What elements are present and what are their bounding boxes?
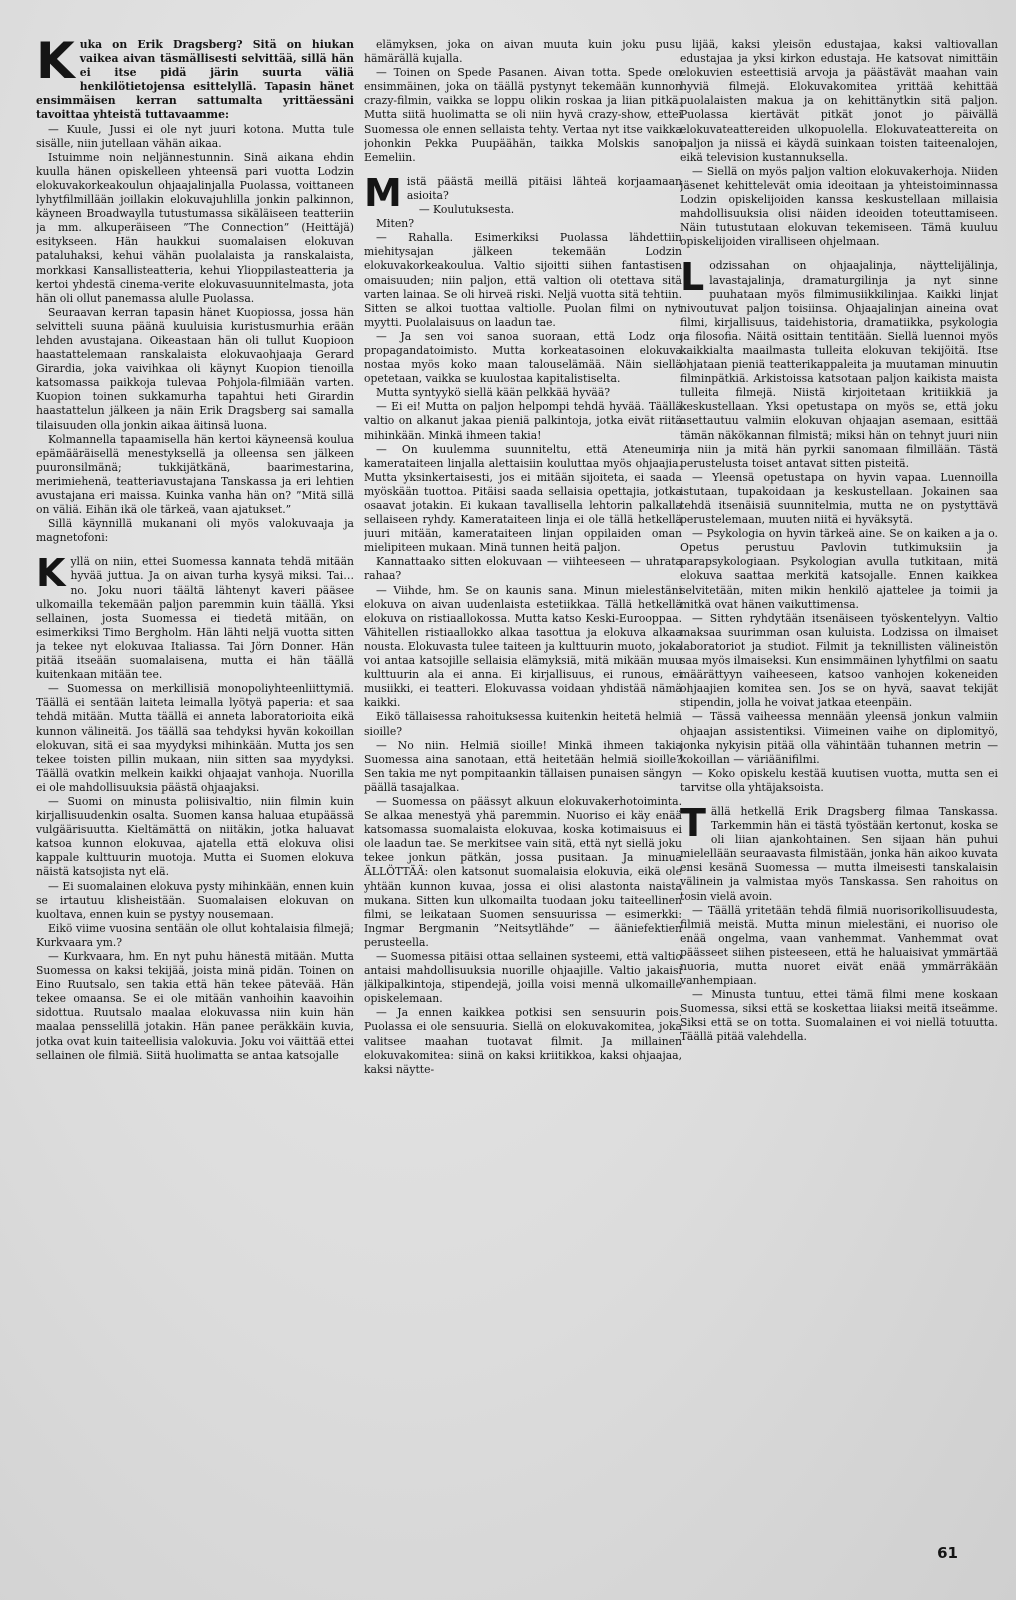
paragraph: — Suomessa on merkillisiä monopoliyhteenliittymiä. Täällä ei sentään laiteta leimalla lyötyä paperia: et saa tehdä mitään. Mutta täällä ei anneta laboratorioita eikä kunnon välineitä. Jos täällä saa tehdyksi hyvän kokoillan elokuvan, sitä ei saa myydyksi mihinkään. Mutta jos sen tekee toisten pillin mukaan, niin sitten saa myydyksi. Täällä ovatkin melkein kaikki ohjaajat vanhoja. Nuorilla ei ole mahdollisuuksia päästä ohjaajaksi. — [36, 682, 354, 794]
paragraph: — Ja ennen kaikkea potkisi sen sensuurin pois. Puolassa ei ole sensuuria. Siellä on elokuvakomitea, joka valitsee maahan tuotavat filmit. Ja millainen elokuvakomitea: siinä on kaksi kriitikkoa, kaksi ohjaajaa, kaksi näytte- — [364, 1006, 682, 1076]
paragraph: — Siellä on myös paljon valtion elokuvakerhoja. Niiden jäsenet kehittelevät omia ideoitaan ja yhteistoiminnassa Lodzin opiskelijoiden kanssa keskustellaan millaisia mahdollisuuksia olisi näiden ideoiden toteuttamiseen. Näin tutustutaan elokuvan tekemiseen. Tämä kuuluu opiskelijoiden viralliseen ohjelmaan. — [680, 164, 998, 249]
section-paragraph: Tällä hetkellä Erik Dragsberg filmaa Tanskassa. Tarkemmin hän ei tästä työstään kertonut, koska se oli liian ajankohtainen. Sen sijaan hän puhui mielellään seuraavasta filmistään, jonka hän aikoo kuvata ensi kesänä Suomessa — mutta ilmeisesti tanskalaisin välinein ja valmistaa myös Tanskassa. Sen rahoitus on tosin vielä avoin. — [680, 800, 998, 903]
drop-cap: L — [680, 255, 705, 300]
intro-paragraph: Kuka on Erik Dragsberg? Sitä on hiukan vaikea aivan täsmällisesti selvittää, sillä hän ei itse pidä järin suurta väliä henkilötietojensa esittelyllä. Tapasin hänet ensimmäisen kerran sattumalta yrittäessäni tavoittaa yhteistä tuttavaamme: — [36, 38, 354, 122]
paragraph: — Koulutuksesta. — [418, 203, 515, 217]
paragraph: Mutta syntyykö siellä kään pelkkää hyvää? — [376, 386, 611, 400]
paragraph: — Psykologia on hyvin tärkeä aine. Se on kaiken a ja o. Opetus perustuu Pavlovin tutkimuksiin ja parapsykologiaan. Psykologian avulla tutkitaan, mitä elokuva saattaa merkitä katsojalle. Ennen kaikkea selvitetään, miten mikin henkilö ajattelee ja toimii ja mitkä ovat hänen vaikuttimensa. — [680, 527, 998, 611]
paragraph: — Suomessa pitäisi ottaa sellainen systeemi, että valtio antaisi mahdollisuuksia nuorille ohjaajille. Valtio jakaisi jälkipalkintoja, stipendejä, joilla voisi mennä ulkomaille opiskelemaan. — [364, 950, 682, 1006]
paragraph: — Yleensä opetustapa on hyvin vapaa. Luennoilla istutaan, tupakoidaan ja keskustellaan. Jokainen saa tehdä itsenäisiä suunnitelmia, mutta ne on pystyttävä perustelemaan, muuten niitä ei hyväksytä. — [680, 470, 998, 527]
article-column-2 — [364, 38, 682, 1546]
paragraph: Istuimme noin neljännestunnin. Sinä aikana ehdin kuulla hänen opiskelleen yhteensä pari vuotta Lodzin elokuvakorkeakoulun ohjaajalinjalla Puolassa, voittaneen lyhytfilmillään joillakin elokuvajuhlilla jonkin palkinnon, käyneen Broadwaylla tutustumassa sikäläiseen teatteriin ja mm. alkuperäiseen ”The Connection” (Heittäjä) esitykseen. Hän haukkui suomalaisen elokuvan pataluhaksi, kehui vähän puolalaista ja ranskalaista, morkkasi Kansallisteatteria, kehui Ylioppilasteatteria ja kertoi yhdestä cinema-verite elokuvasuunnitelmasta, jota hän oli ollut panemassa alulle Puolassa. — [36, 150, 354, 305]
paragraph: — Kuule, Jussi ei ole nyt juuri kotona. Mutta tule sisälle, niin jutellaan vähän aikaa. — [36, 122, 354, 150]
paragraph: Eikö viime vuosina sentään ole ollut kohtalaisia filmejä; Kurkvaara ym.? — [36, 921, 354, 949]
paragraph: — Viihde, hm. Se on kaunis sana. Minun mielestäni elokuva on aivan uudenlaista estetiikkaa. Tällä hetkellä elokuva on ristiaallokossa. Mutta katso Keski-Eurooppaa. Vähitellen ristiaallokko alkaa tasottua ja elokuva alkaa nousta. Elokuvasta tulee taiteen ja kulttuurin muoto, joka voi antaa katsojille sellaisia elämyksiä, mitä mikään muu kulttuurin ala ei anna. Ei kirjallisuus, ei runous, ei musiikki, ei teatteri. Elokuvassa voidaan yhdistää nämä kaikki. — [364, 583, 682, 710]
drop-cap: T — [680, 800, 706, 845]
paragraph: Eikö tällaisessa rahoituksessa kuitenkin heitetä helmiä sioille? — [364, 710, 682, 738]
paragraph: elämyksen, joka on aivan muuta kuin joku pusu hämärällä kujalla. — [364, 38, 682, 66]
drop-cap: M — [364, 170, 402, 215]
paragraph: — No niin. Helmiä sioille! Minkä ihmeen takia Suomessa aina sanotaan, että heitetään helmiä sioille? Sen takia me nyt pompitaankin tällaisen punaisen sängyn päällä tasajalkaa. — [364, 738, 682, 794]
paragraph: — Tässä vaiheessa mennään yleensä jonkun valmiin ohjaajan assistentiksi. Viimeinen vaihe on diplomityö, jonka nykyisin pitää olla vähintään tuhannen metrin — kokoillan — väriäänifilmi. — [680, 710, 998, 766]
paragraph: — On kuulemma suunniteltu, että Ateneumin kamerataiteen linjalla alettaisiin kouluttaa myös ohjaajia. Mutta yksinkertaisesti, jos ei mitään sijoiteta, ei saada myöskään tuottoa. Pitäisi saada sellaisia opettajia, jotka osaavat jotakin. Ei kukaan tavallisella lehtorin palkalla sellaiseen ryhdy. Kamerataiteen linja ei ole tällä hetkellä juuri mitään, kamerataiteen linjan oppilaiden oman mielipiteen mukaan. Minä tunnen heitä paljon. — [364, 442, 682, 555]
paragraph: — Suomessa on päässyt alkuun elokuvakerhotoiminta. Se alkaa menestyä yhä paremmin. Nuoriso ei käy enää katsomassa suomalaista elokuvaa, koska kotimaisuus ei ole laadun tae. Se merkitsee vain sitä, että nyt siellä joku tekee jonkun pätkän, jossa pusitaan. Ja minua ÄLLÖTTÄÄ: olen katsonut suomalaisia elokuvia, eikä ole yhtään kunnon kuvaa, jossa ei olisi alastonta naista mukana. Sitten kun ulkomailta tuodaan joku taiteellinen filmi, se leikataan Suomen sensuurissa — esimerkki: Ingmar Bergmanin ”Neitsytlähde” — ääniefektien perusteella. — [364, 794, 682, 949]
paragraph: Kannattaako sitten elokuvaan — viihteeseen — uhrata rahaa? — [364, 555, 682, 583]
drop-cap: K — [36, 38, 75, 90]
paragraph: — Ei ei! Mutta on paljon helpompi tehdä hyvää. Täällä valtio on alkanut jakaa pieniä palkintoja, jotka eivät riitä mihinkään. Minkä ihmeen takia! — [364, 400, 682, 442]
paragraph: — Kurkvaara, hm. En nyt puhu hänestä mitään. Mutta Suomessa on kaksi tekijää, joista minä pidän. Toinen on Eino Ruutsalo, sen takia että hän tekee pätevää. Hän tekee omaansa. Se ei ole mitään vanhoihin kaavoihin sidottua. Ruutsalo maalaa elokuvassa niin kuin hän maalaa pensselillä jotakin. Hän panee peräkkäin kuvia, jotka ovat kuin taiteellisia valokuvia. Joku voi väittää ettei sellainen ole filmiä. Siitä huolimatta se antaa katsojalle — [36, 950, 354, 1062]
article-column-1 — [36, 38, 354, 1546]
section-paragraph: Mistä päästä meillä pitäisi lähteä korjaamaan asioita? — [364, 170, 682, 215]
paragraph: — Suomi on minusta poliisivaltio, niin filmin kuin kirjallisuudenkin osalta. Suomen kansa haluaa etupäässä vulgäärisuutta. Kieltämättä on niitäkin, jotka haluavat katsoa kunnon elokuvaa, ajatella että elokuva olisi kappale kulttuurin muotoja. Mutta ei Suomen elokuva näistä katsojista nyt elä. — [36, 794, 354, 879]
section-paragraph: Kyllä on niin, ettei Suomessa kannata tehdä mitään hyvää juttua. Ja on aivan turha kysyä miksi. Tai… no. Joku nuori täältä lähtenyt kaveri pääsee ulkomailla tekemään paljon paremmin kuin täällä. Yksi sellainen, josta Suomessa ei tiedetä mitään, on esimerkiksi Timo Bergholm. Hän lähti neljä vuotta sitten ja tekee nyt elokuvaa Italiassa. Tai Jörn Donner. Hän pitää itseään suomalaisena, mutta ei hän täällä kuitenkaan mitään tee. — [36, 551, 354, 682]
article-column-3 — [680, 38, 998, 1546]
paragraph: Seuraavan kerran tapasin hänet Kuopiossa, jossa hän selvitteli suuna päänä kuuluisia kuristusmurhia erään lehden avustajana. Oikeastaan hän oli tullut Kuopioon haastattelemaan ranskalaista elokuvaohjaaja Gerard Girardia, joka vaivihkaa oli käynyt Kuopion tienoilla katsomassa paikkoja tulevaa Pohjola-filmiään varten. Kuopion toinen sukkamurha tapahtui heti Girardin haastattelun jälkeen ja näin Erik Dragsberg sai samalla tilaisuuden olla jonkin aikaa äitinsä luona. — [36, 305, 354, 432]
paragraph: — Rahalla. Esimerkiksi Puolassa lähdettiin miehitysajan jälkeen tekemään Lodzin elokuvakorkeakoulua. Valtio sijoitti siihen fantastisen omaisuuden; niin paljon, että valtion oli otettava sitä varten lainaa. Se oli hirveä riski. Neljä vuotta sitä tehtiin. Sitten se alkoi tuottaa valtiolle. Puolan filmi on nyt myytti. Puolalaisuus on laadun tae. — [364, 231, 682, 329]
paragraph: — Sitten ryhdytään itsenäiseen työskentelyyn. Valtio maksaa suurimman osan kuluista. Lodzissa on ilmaiset laboratoriot ja studiot. Filmit ja teknillisten välineistön saa myös ilmaiseksi. Kun ensimmäinen lyhytfilmi on saatu määrättyyn vaiheeseen, katsoo vanhojen kokeneiden ohjaajien komitea sen. Jos se on hyvä, saavat tekijät stipendin, jolla he voivat jatkaa eteenpäin. — [680, 611, 998, 710]
paragraph: — Ei suomalainen elokuva pysty mihinkään, ennen kuin se irtautuu klisheistään. Suomalaisen elokuvan on kuoltava, ennen kuin se pystyy nousemaan. — [36, 879, 354, 921]
paragraph: — Ja sen voi sanoa suoraan, että Lodz on propagandatoimisto. Mutta korkeatasoinen elokuva nostaa myös koko maan talouselämää. Näin siellä opetetaan, vaikka se kuulostaa kapitalistiselta. — [364, 329, 682, 386]
paragraph: Sillä käynnillä mukanani oli myös valokuvaaja ja magnetofoni: — [36, 517, 354, 545]
page-number: 61 — [937, 1544, 958, 1562]
paragraph: — Minusta tuntuu, ettei tämä filmi mene koskaan Suomessa, siksi että se koskettaa liiaksi meitä itseämme. Siksi että se on totta. Suomalainen ei voi niellä totuutta. Täällä pitää valehdella. — [680, 988, 998, 1044]
paragraph: Kolmannella tapaamisella hän kertoi käyneensä koulua epämääräisellä menestyksellä ja olleensa sen jälkeen puuronsilmänä; tukkijätkänä, baarimestarina, merimiehenä, teatteriavustajana Tanskassa ja eri lehtien avustajana eri maissa. Kuinka vanha hän on? ”Mitä sillä on väliä. Eihän ikä ole tärkeä, vaan ajatukset.” — [36, 432, 354, 517]
drop-cap: K — [36, 551, 66, 596]
paragraph: — Toinen on Spede Pasanen. Aivan totta. Spede on ensimmäinen, joka on täällä pystynyt tekemään kunnon crazy-filmin, vaikka se loppu olikin roskaa ja liian pitkä. Mutta siitä huolimatta se oli niin hyvä crazy-show, ettei Suomessa ole ennen sellaista tehty. Vertaa nyt itse vaikka johonkin Pekka Puupäähän, taikka Molskis sanoi Eemeliin. — [364, 66, 682, 164]
paragraph: — Täällä yritetään tehdä filmiä nuorisorikollisuudesta, filmiä meistä. Mutta minun mielestäni, ei nuoriso ole enää ongelma, vaan vanhemmat. Vanhemmat ovat päässeet siihen pisteeseen, että he haluaisivat ymmärtää nuoria, mutta nuoret eivät enää ymmärräkään vanhempiaan. — [680, 903, 998, 988]
paragraph: — Koko opiskelu kestää kuutisen vuotta, mutta sen ei tarvitse olla yhtäjaksoista. — [680, 766, 998, 794]
paragraph: Miten? — [376, 217, 414, 231]
section-paragraph: Lodzissahan on ohjaajalinja, näyttelijälinja, lavastajalinja, dramaturgilinja ja nyt sinne puuhataan myös filmimusiikkilinjaa. Kaikki linjat nivoutuvat paljon toisiinsa. Ohjaajalinjan aineina ovat filmi, kirjallisuus, taidehistoria, dramatiikka, psykologia ja filosofia. Näitä osittain tentitään. Siellä luennoi myös kaikkialta maailmasta tulleita elokuvan tekijöitä. Itse ohjataan pieniä teatterikappaleita ja muutaman minuutin filminpätkiä. Arkistoissa katsotaan paljon kaikista maista tulleita filmejä. Niistä kirjoitetaan kritiikkiä ja keskustellaan. Yksi opetustapa on myös se, että joku asettautuu valmiin elokuvan ohjaajan asemaan, esittää tämän näkökannan filmistä; miksi hän on tehnyt juuri niin ja niin ja mitä hän pyrkii sanomaan filmillään. Tästä perustelusta toiset antavat sitten pisteitä. — [680, 255, 998, 470]
paragraph: lijää, kaksi yleisön edustajaa, kaksi valtiovallan edustajaa ja yksi kirkon edustaja. He katsovat nimittäin elokuvien esteettisiä arvoja ja päästävät maahan vain hyviä filmejä. Elokuvakomitea yrittää kehittää puolalaisten makua ja on kehittänytkin sitä paljon. Puolassa kiertävät pitkät jonot jo päivällä elokuvateattereiden ulkopuolella. Elokuvateattereita on paljon ja niissä ei käydä suinkaan toisten taiteenalojen, eikä television kustannuksella. — [680, 38, 998, 164]
